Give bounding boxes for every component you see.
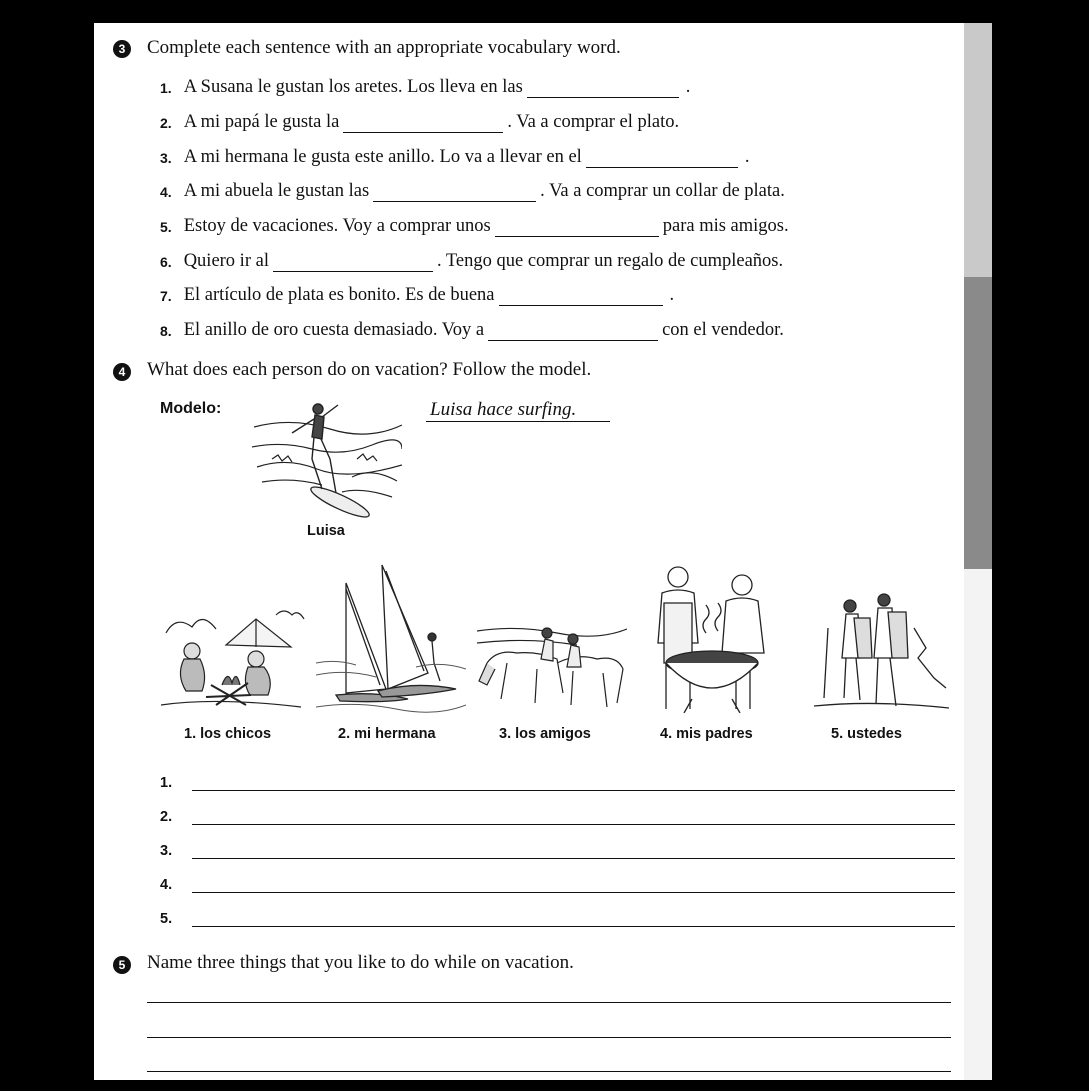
sentence-item-1 [160,77,690,98]
item-number: 1. [160,80,172,96]
item-number: 2. [160,115,172,131]
answer-blank[interactable] [373,183,536,202]
answer-line[interactable] [192,857,955,859]
sentence-text-after: . [669,285,675,305]
sentence-item-8 [160,320,784,341]
item-number: 6. [160,254,172,270]
sentence-item-4 [160,181,785,202]
campfire-camping-icon [156,605,306,715]
sentence-item-5 [160,216,789,237]
sentence-text-after: . Va a comprar el plato. [507,112,680,132]
picture-caption-2: 2. mi hermana [338,726,436,742]
answer-row-4 [160,877,955,893]
worksheet-page [94,23,992,1080]
answer-row-5 [160,911,955,927]
sentence-text-before: A mi abuela le gustan las [183,181,370,201]
sentence-text-before: Estoy de vacaciones. Voy a comprar unos [183,216,491,236]
free-answer-line-3[interactable] [147,1070,951,1072]
sentence-item-2 [160,112,679,133]
answer-line[interactable] [192,823,955,825]
answer-row-2 [160,809,955,825]
free-answer-line-1[interactable] [147,1001,951,1003]
item-number: 4. [160,184,172,200]
sentence-item-3 [160,147,749,168]
modelo-answer: Luisa hace surfing. [426,399,610,422]
picture-caption-3: 3. los amigos [499,726,591,742]
sentence-item-6 [160,251,783,272]
answer-blank[interactable] [586,149,738,168]
surfing-icon [252,397,402,522]
section-4-number-badge: 4 [113,363,131,381]
sentence-text-before: A Susana le gustan los aretes. Los lleva en las [183,77,523,97]
section-5-number-badge: 5 [113,956,131,974]
sentence-text-after: . [685,77,691,97]
picture-caption-5: 5. ustedes [831,726,902,742]
sentence-text-after: . Tengo que comprar un regalo de cumpleaños. [436,251,784,271]
barbecue-grill-icon [636,563,786,713]
answer-blank[interactable] [499,287,663,306]
sentence-text-before: A mi hermana le gusta este anillo. Lo va a llevar en el [183,147,582,167]
scrollbar-thumb[interactable] [964,277,992,569]
section-3-number-badge: 3 [113,40,131,58]
item-number: 7. [160,288,172,304]
sentence-text-after: . Va a comprar un collar de plata. [540,181,785,201]
picture-caption-4: 4. mis padres [660,726,753,742]
answer-number: 5. [160,911,173,927]
section-5-instruction: Name three things that you like to do while on vacation. [147,952,574,973]
answer-row-3 [160,843,955,859]
item-number: 5. [160,219,172,235]
answer-line[interactable] [192,789,955,791]
section-4-instruction: What does each person do on vacation? Follow the model. [147,359,592,380]
sentence-text-before: Quiero ir al [183,251,269,271]
free-answer-line-2[interactable] [147,1036,951,1038]
answer-line[interactable] [192,925,955,927]
answer-number: 2. [160,809,173,825]
modelo-label: Modelo: [160,400,222,417]
picture-caption-1: 1. los chicos [184,726,272,742]
answer-number: 4. [160,877,173,893]
sentence-text-before: A mi papá le gusta la [183,112,340,132]
sentence-text-after: para mis amigos. [662,216,789,236]
answer-line[interactable] [192,891,955,893]
scrollbar-upper-track [964,23,992,277]
sentence-text-after: con el vendedor. [662,320,784,340]
windsurfing-icon [316,563,466,713]
horseback-riding-icon [477,603,627,713]
answer-row-1 [160,775,955,791]
item-number: 3. [160,150,172,166]
item-number: 8. [160,323,172,339]
answer-blank[interactable] [495,218,659,237]
modelo-caption: Luisa [307,523,345,539]
answer-blank[interactable] [273,253,433,272]
sentence-text-before: El anillo de oro cuesta demasiado. Voy a [183,320,485,340]
answer-number: 1. [160,775,173,791]
answer-blank[interactable] [343,114,503,133]
sentence-item-7 [160,285,674,306]
sentence-text-after: . [744,147,750,167]
sentence-text-before: El artículo de plata es bonito. Es de buena [183,285,495,305]
section-3-instruction: Complete each sentence with an appropriate vocabulary word. [147,37,621,58]
answer-number: 3. [160,843,173,859]
answer-blank[interactable] [488,322,658,341]
answer-blank[interactable] [527,79,679,98]
hiking-backpacks-icon [814,588,949,713]
